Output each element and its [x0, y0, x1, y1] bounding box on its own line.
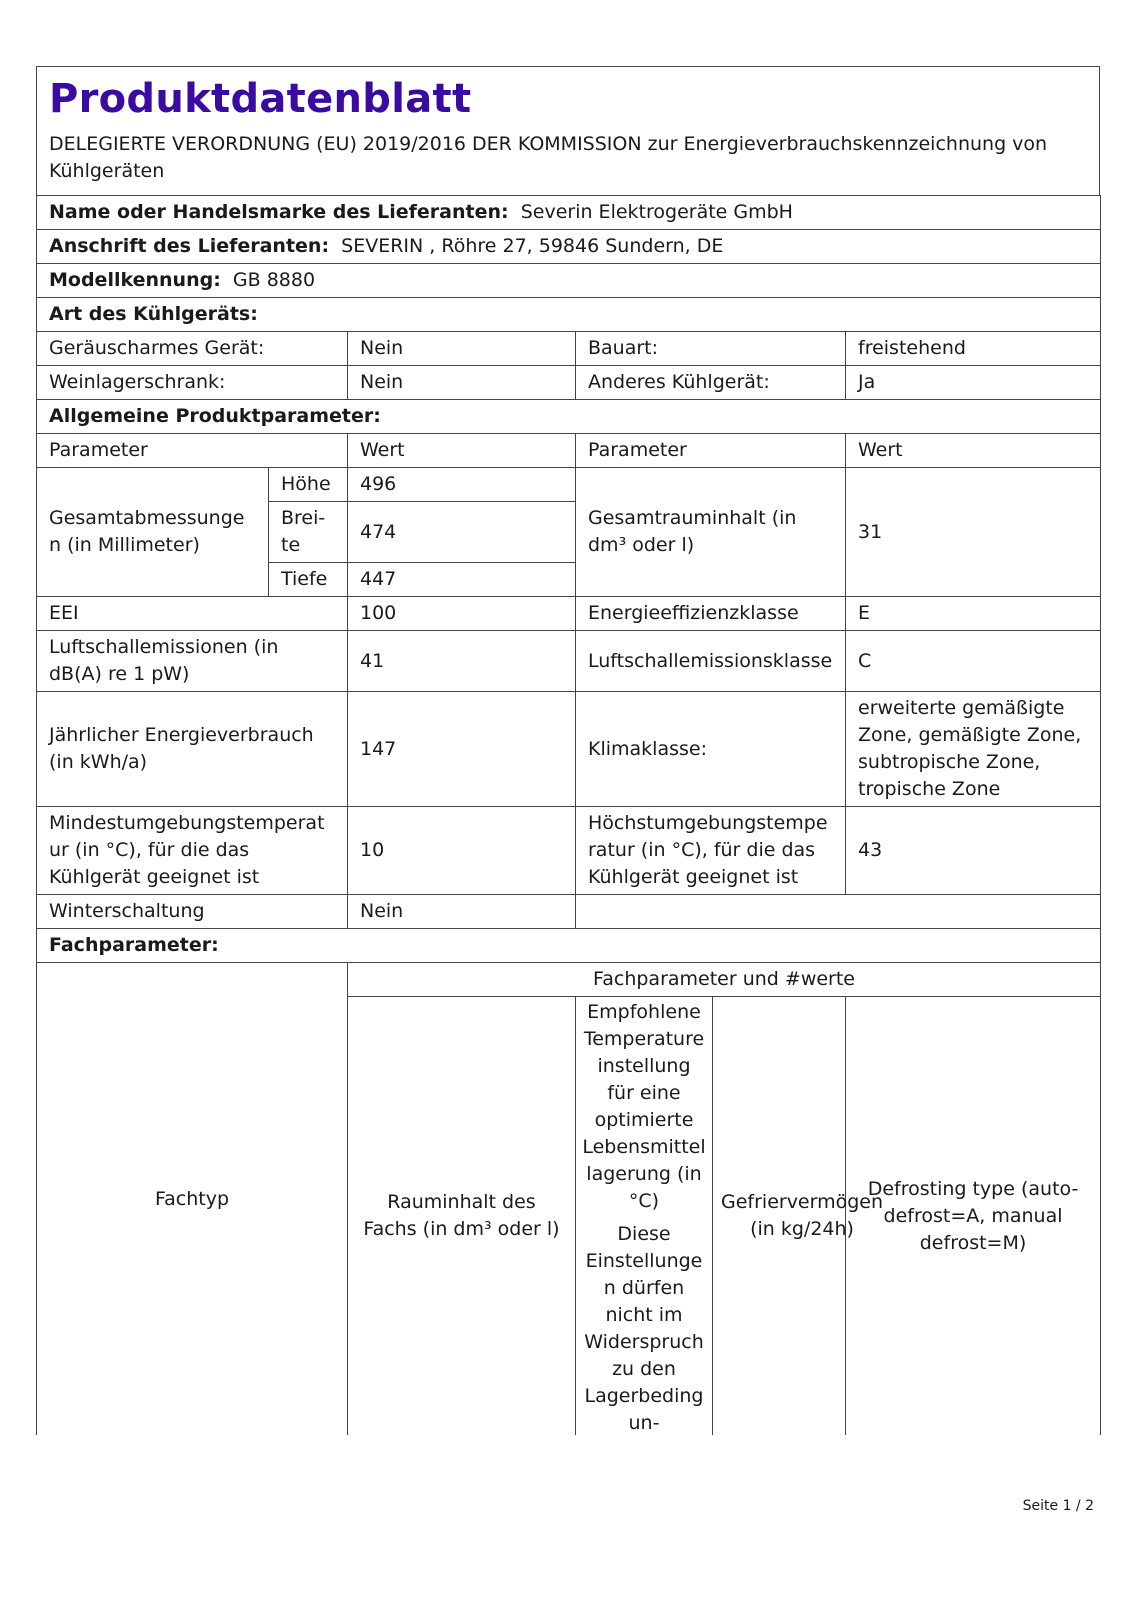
depth-value: 447 — [348, 563, 576, 597]
ambient-temp-row — [37, 807, 1101, 895]
wine-value: Nein — [348, 366, 576, 400]
height-label: Höhe — [269, 468, 348, 502]
regulation-subtitle: DELEGIERTE VERORDNUNG (EU) 2019/2016 DER KOMMISSION zur Energieverbrauchskennzeichnung von Kühlgeräten — [49, 133, 1048, 182]
annual-energy-row — [37, 692, 1101, 807]
appliance-type-heading: Art des Kühlgeräts: — [37, 298, 1101, 332]
low-noise-row — [37, 332, 1101, 366]
compartment-temp-note: Diese Einstellungen dürfen nicht im Widerspruch zu den Lagerbedingun- — [584, 1223, 704, 1434]
model-value: GB 8880 — [232, 269, 316, 291]
supplier-name-label: Name oder Handelsmarke des Lieferanten: — [49, 201, 509, 223]
volume-label: Gesamtrauminhalt (in dm³ oder l) — [576, 468, 846, 597]
supplier-name-value: Severin Elektrogeräte GmbH — [520, 201, 793, 223]
low-noise-label: Geräuscharmes Gerät: — [37, 332, 348, 366]
eei-row — [37, 597, 1101, 631]
compartment-temp-cell — [576, 997, 884, 1436]
width-value: 474 — [348, 502, 576, 563]
compartment-defrost-label: Defrosting type (auto-defrost=A, manual defrost=M) — [846, 997, 1101, 1436]
eei-value: 100 — [348, 597, 576, 631]
climate-label: Klimaklasse: — [576, 692, 846, 807]
low-noise-value: Nein — [348, 332, 576, 366]
appliance-type-heading-row — [37, 298, 1101, 332]
compartment-type-label: Fachtyp — [37, 963, 348, 1436]
winter-value: Nein — [348, 895, 576, 929]
page-title: Produktdatenblatt — [49, 76, 472, 122]
product-data-sheet — [36, 66, 1100, 1435]
model-label: Modellkennung: — [49, 269, 221, 291]
compartment-temp-label: Empfohlene Temperatureinstellung für eine optimierte Lebensmittellagerung (in °C) — [582, 1001, 706, 1212]
compartment-temp-column — [576, 997, 713, 1435]
noise-value: 41 — [348, 631, 576, 692]
max-temp-label: Höchstumgebungstemperatur (in °C), für die das Kühlgerät geeignet ist — [576, 807, 846, 895]
data-table — [36, 195, 1101, 1435]
noise-class-label: Luftschallemissionsklasse — [576, 631, 846, 692]
col-parameter-2: Parameter — [576, 434, 846, 468]
height-row — [37, 468, 1101, 502]
model-row — [37, 264, 1101, 298]
winter-row — [37, 895, 1101, 929]
general-heading: Allgemeine Produktparameter: — [37, 400, 1101, 434]
general-columns-row — [37, 434, 1101, 468]
page-number: Seite 1 / 2 — [1022, 1498, 1094, 1514]
noise-class-value: C — [846, 631, 1101, 692]
compartment-heading: Fachparameter: — [37, 929, 1101, 963]
energy-class-value: E — [846, 597, 1101, 631]
width-label: Breite — [269, 502, 348, 563]
col-value-2: Wert — [846, 434, 1101, 468]
supplier-address-value: SEVERIN , Röhre 27, 59846 Sundern, DE — [341, 235, 724, 257]
title-box — [36, 66, 1100, 195]
height-value: 496 — [348, 468, 576, 502]
climate-value: erweiterte gemäßigte Zone, gemäßigte Zone, subtropische Zone, tropische Zone — [846, 692, 1101, 807]
dimensions-label: Gesamtabmessungen (in Millimeter) — [37, 468, 269, 597]
compartment-freeze-column — [713, 997, 891, 1435]
col-value: Wert — [348, 434, 576, 468]
max-temp-value: 43 — [846, 807, 1101, 895]
wine-row — [37, 366, 1101, 400]
supplier-address-label: Anschrift des Lieferanten: — [49, 235, 330, 257]
compartment-freeze-label: Gefriervermögen (in kg/24h) — [721, 1191, 884, 1240]
winter-empty-cell — [576, 895, 1101, 929]
wine-label: Weinlagerschrank: — [37, 366, 348, 400]
compartment-group-row — [37, 963, 1101, 997]
other-appliance-value: Ja — [846, 366, 1101, 400]
compartment-temp-split — [576, 997, 884, 1435]
eei-label: EEI — [37, 597, 348, 631]
supplier-name-row — [37, 196, 1101, 230]
col-parameter: Parameter — [37, 434, 348, 468]
design-value: freistehend — [846, 332, 1101, 366]
noise-row — [37, 631, 1101, 692]
general-heading-row — [37, 400, 1101, 434]
other-appliance-label: Anderes Kühlgerät: — [576, 366, 846, 400]
energy-class-label: Energieeffizienzklasse — [576, 597, 846, 631]
compartment-volume-label: Rauminhalt des Fachs (in dm³ oder l) — [348, 997, 576, 1436]
noise-label: Luftschallemissionen (in dB(A) re 1 pW) — [37, 631, 348, 692]
compartment-group-header: Fachparameter und #werte — [348, 963, 1101, 997]
annual-energy-value: 147 — [348, 692, 576, 807]
annual-energy-label: Jährlicher Energieverbrauch (in kWh/a) — [37, 692, 348, 807]
min-temp-label: Mindestumgebungstemperatur (in °C), für die das Kühlgerät geeignet ist — [37, 807, 348, 895]
volume-value: 31 — [846, 468, 1101, 597]
supplier-address-row — [37, 230, 1101, 264]
compartment-heading-row — [37, 929, 1101, 963]
depth-label: Tiefe — [269, 563, 348, 597]
min-temp-value: 10 — [348, 807, 576, 895]
winter-label: Winterschaltung — [37, 895, 348, 929]
design-label: Bauart: — [576, 332, 846, 366]
